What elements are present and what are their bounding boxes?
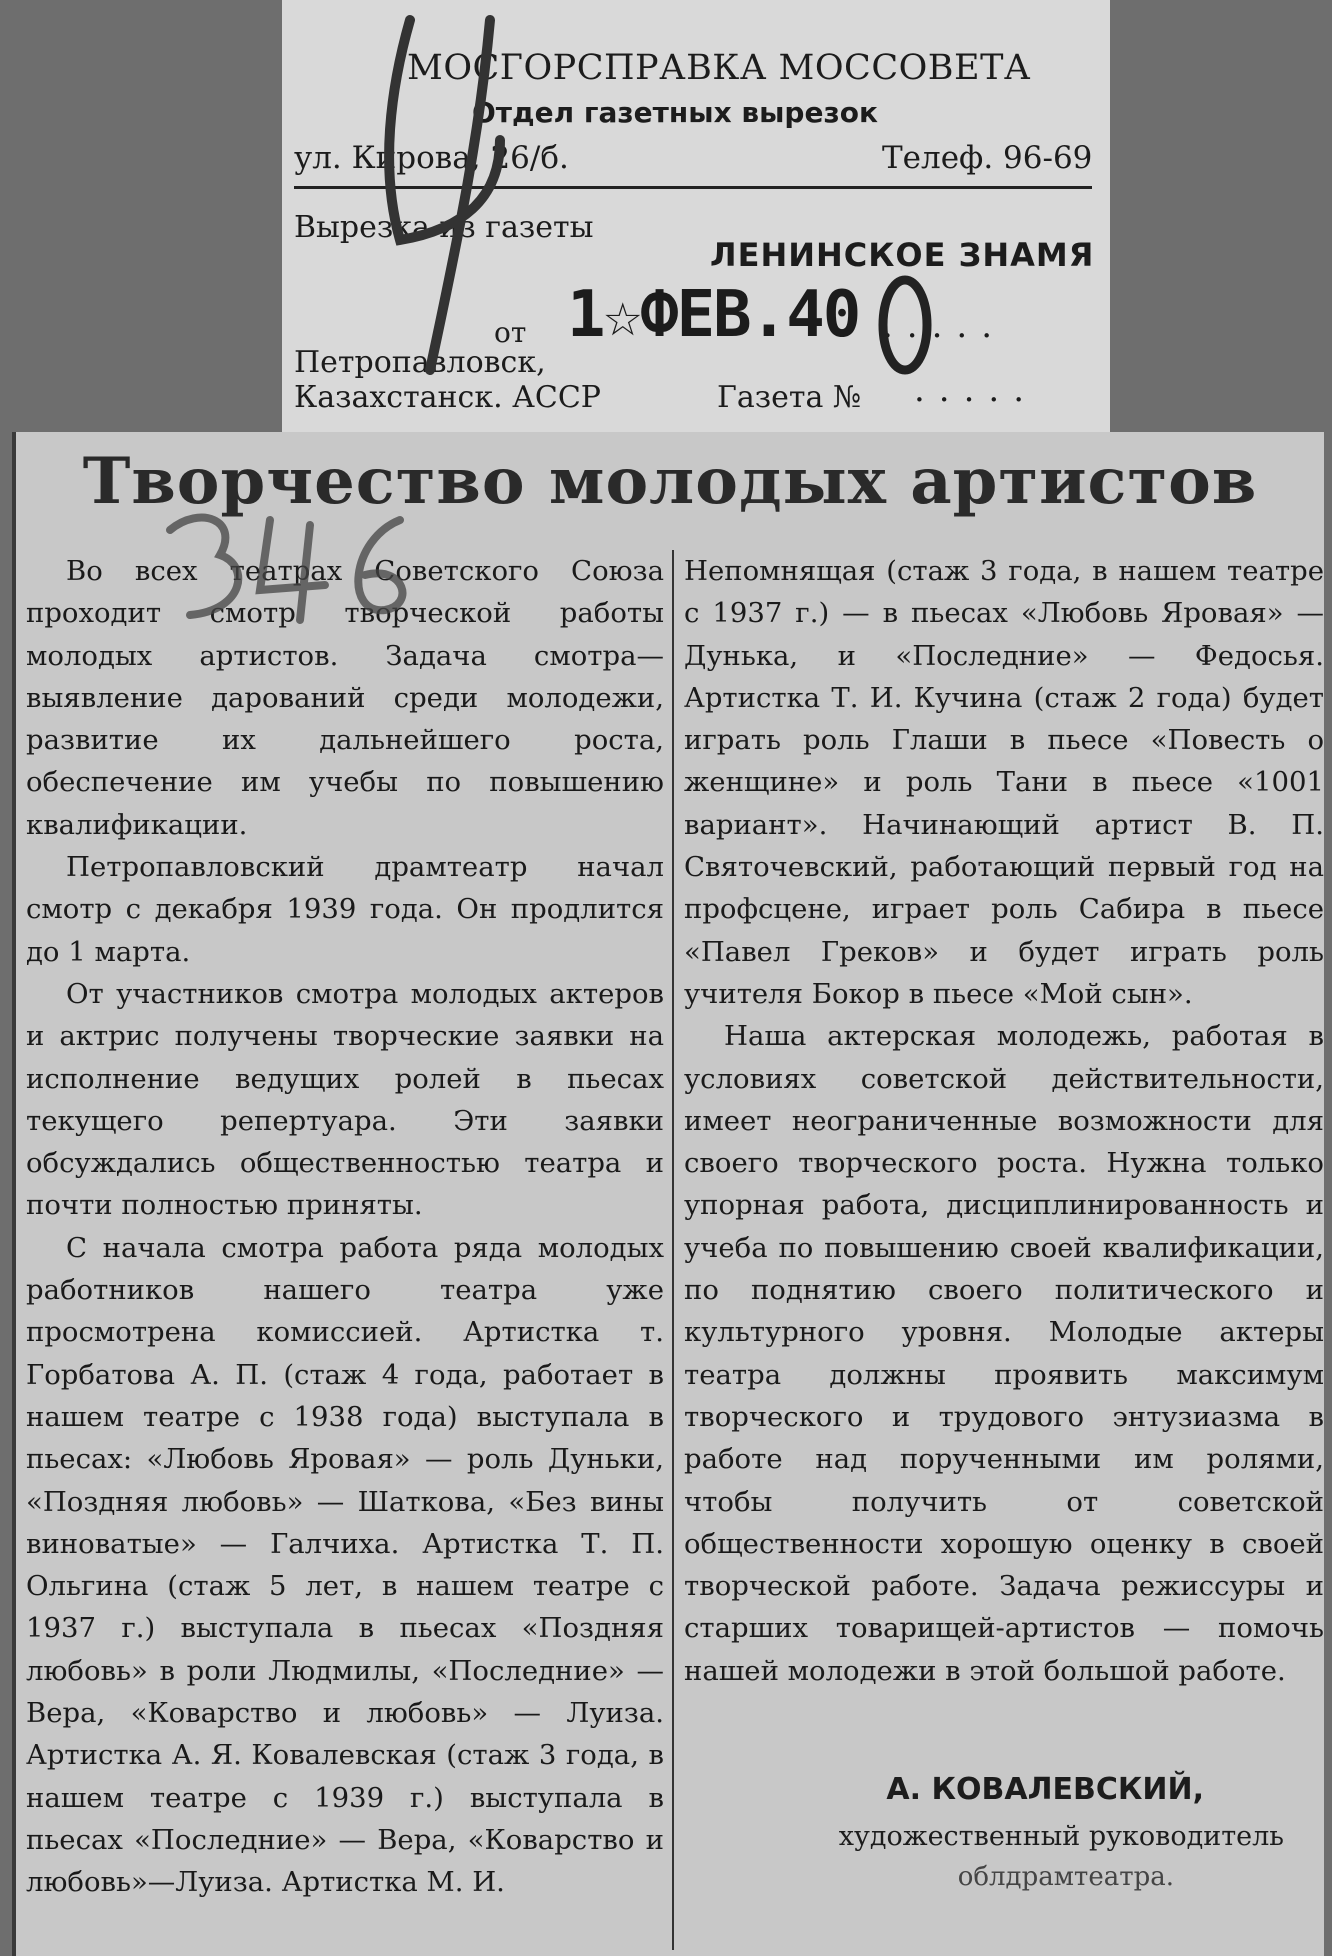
article-clipping <box>12 432 1324 1956</box>
paragraph: От участников смотра молодых актеров и актрис получены творческие заявки на исполнение ведущих ролей в пьесах текущего репертуара. Эти заявки обсуждались общественностью театра и почти полностью приняты. <box>26 977 664 1222</box>
date-stamp: 1☆ФЕВ.40 <box>567 278 860 352</box>
author-role: художественный руководитель <box>838 1821 1284 1852</box>
paragraph: Петропавловский драмтеатр начал смотр с декабря 1939 года. Он продлится до 1 марта. <box>26 851 664 968</box>
city-line-2: Казахстанск. АССР <box>294 380 601 415</box>
column-divider <box>672 550 674 1950</box>
date-prefix: от <box>494 316 527 349</box>
cut-from-label: Вырезка из газеты <box>294 210 594 245</box>
service-department: Отдел газетных вырезок <box>472 96 878 129</box>
article-headline: Творчество молодых артистов <box>82 444 1258 519</box>
city-line-1: Петропавловск, <box>294 345 546 380</box>
newspaper-name: ЛЕНИНСКОЕ ЗНАМЯ <box>710 236 1095 274</box>
paragraph: Во всех театрах Советского Союза проходит смотр творческой работы молодых артистов. Задача смотра—выявление дарований среди молодежи, развитие их дальнейшего роста, обеспечение им учебы по повышению квалификации. <box>26 555 664 841</box>
paragraph: Наша актерская молодежь, работая в условиях советской действительности, имеет неограниченные возможности для своего творческого роста. Нужна только упорная работа, дисциплинированность и учеба по повышению своей квалификации, по поднятию своего политического и культурного уровня. Молодые актеры театра должны проявить максимум творческого и трудового энтузиазма в работе над порученными им ролями, чтобы получить от советской общественности хорошую оценку в своей творческой работе. Задача режиссуры и старших товарищей-артистов — помочь нашей молодежи в этой большой работе. <box>684 1020 1324 1687</box>
label-divider <box>294 186 1092 189</box>
author-org: облдрамтеатра. <box>957 1862 1174 1892</box>
date-dots: ..... <box>882 306 1007 346</box>
article-right-column <box>684 550 1324 1692</box>
article-left-column <box>26 550 664 1904</box>
paragraph: С начала смотра работа ряда молодых работников нашего театра уже просмотрена комиссией. Артистка т. Горбатова А. П. (стаж 4 года, работает в нашем театре с 1938 года) выступала в пьесах: «Любовь Яровая» — роль Дуньки, «Поздняя любовь» — Шаткова, «Без вины виноватые» — Галчиха. Артистка Т. П. Ольгина (стаж 5 лет, в нашем театре с 1937 г.) выступала в пьесах «Поздняя любовь» в роли Людмилы, «Последние» — Вера, «Коварство и любовь» — Луиза. Артистка А. Я. Ковалевская (стаж 3 года, в нашем театре с 1939 г.) выступала в пьесах «Последние» — Вера, «Коварство и любовь»—Луиза. Артистка М. И. <box>26 1231 664 1899</box>
issue-dots: ..... <box>914 370 1039 410</box>
author-name: А. КОВАЛЕВСКИЙ, <box>886 1772 1204 1807</box>
paragraph: Непомнящая (стаж 3 года, в нашем театре с 1937 г.) — в пьесах «Любовь Яровая» — Дунька, и «Последние» — Федосья. Артистка Т. И. Кучина (стаж 2 года) будет играть роль Глаши в пьесе «Повесть о женщине» и роль Тани в пьесе «1001 вариант». Начинающий артист В. П. Святочевский, работающий первый год на профсцене, играет роль Сабира в пьесе «Павел Греков» и будет играть роль учителя Бокор в пьесе «Мой сын». <box>684 555 1324 1010</box>
service-phone: Телеф. 96-69 <box>882 140 1093 176</box>
issue-label: Газета № <box>717 380 862 415</box>
article-signature <box>684 1772 1284 1892</box>
service-address: ул. Кирова, 26/б. <box>294 140 569 176</box>
clipping-service-label <box>282 0 1110 432</box>
service-org-name: МОСГОРСПРАВКА МОССОВЕТА <box>407 48 1031 88</box>
